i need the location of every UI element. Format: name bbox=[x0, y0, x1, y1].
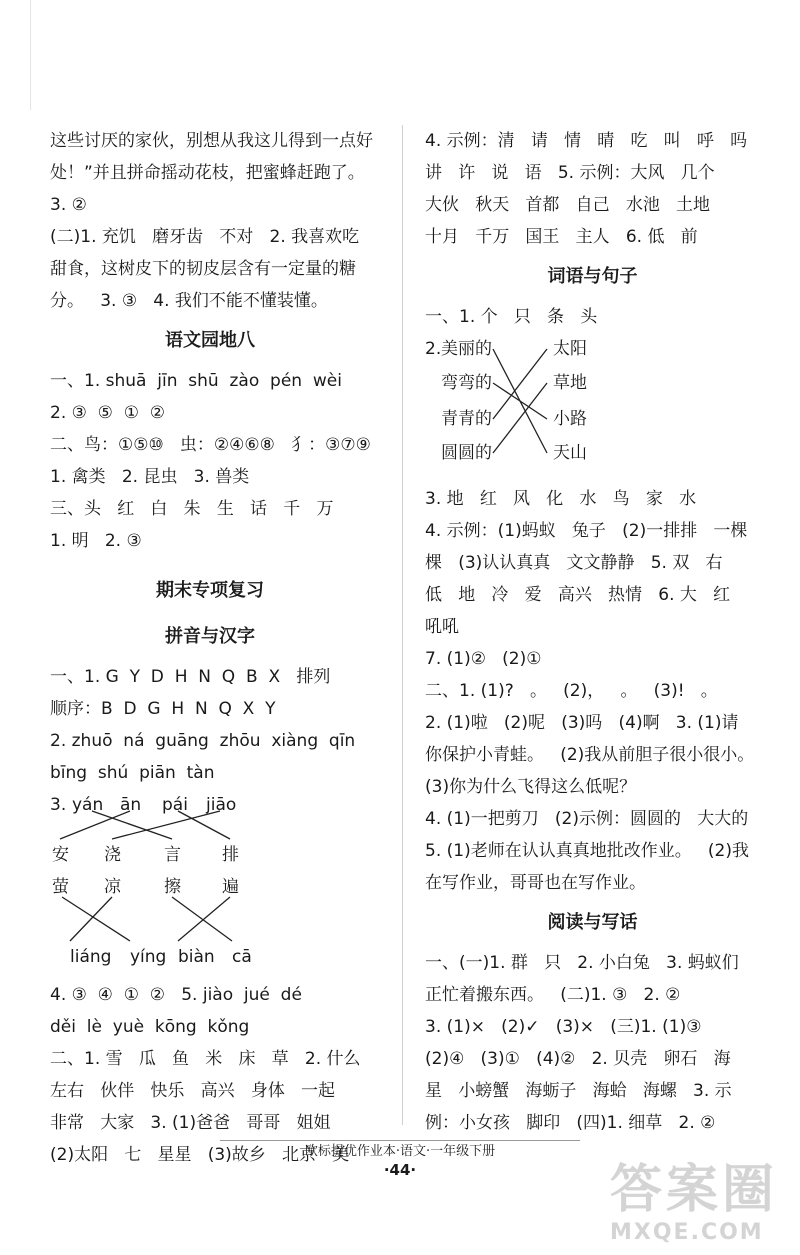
pinyin-block bbox=[50, 661, 370, 789]
section-heading-ciyu: 词语与句子 bbox=[547, 266, 638, 287]
question-number: 2. bbox=[425, 339, 442, 359]
hanzi-char: 遍 bbox=[222, 877, 239, 897]
pinyin-word: yán bbox=[72, 795, 104, 815]
match-word-right: 天山 bbox=[553, 443, 587, 463]
text-line: 一、(一)1. 群 只 2. 小白兔 3. 蚂蚁们 bbox=[425, 953, 739, 973]
hanzi-char: 安 bbox=[52, 845, 69, 865]
match-word-left: 圆圆的 bbox=[441, 443, 492, 463]
hanzi-char: 凉 bbox=[104, 877, 121, 897]
footer-rule bbox=[220, 1140, 580, 1141]
yuedu-block bbox=[425, 947, 760, 1139]
text-line: 4. 示例：清 请 情 晴 吃 叫 呼 吗 bbox=[425, 131, 748, 151]
section-heading-yuwen: 语文园地八 bbox=[165, 330, 255, 351]
text-line: 你保护小青蛙。 (2)我从前胆子很小很小。 bbox=[425, 745, 755, 765]
text-line: 星 小螃蟹 海蛎子 海蛤 海螺 3. 示 bbox=[425, 1081, 732, 1101]
text-line: 1. 明 2. ③ bbox=[50, 531, 142, 551]
page-footer bbox=[220, 1140, 580, 1179]
text-line: 2. zhuō ná guāng zhōu xiàng qīn bbox=[50, 731, 356, 751]
section-heading-qimo: 期末专项复习 bbox=[156, 580, 264, 601]
book-title: 欧标提优作业本·语文·一年级下册 bbox=[304, 1144, 496, 1159]
intro-block bbox=[425, 125, 760, 253]
text-line: 4. (1)一把剪刀 (2)示例：圆圆的 大大的 bbox=[425, 809, 749, 829]
hanzi-char: 排 bbox=[222, 845, 239, 865]
text-line: 非常 大家 3. (1)爸爸 哥哥 姐姐 bbox=[50, 1113, 331, 1133]
text-line: 二、1. (1)? 。 (2)， 。 (3)! 。 bbox=[425, 681, 718, 701]
text-line: 二、1. 雪 瓜 鱼 米 床 草 2. 什么 bbox=[50, 1049, 361, 1069]
hanzi-char: 浇 bbox=[104, 845, 121, 865]
pinyin-word: cā bbox=[232, 947, 252, 967]
right-column bbox=[425, 125, 760, 1139]
text-line: 3. 地 红 风 化 水 鸟 家 水 bbox=[425, 489, 697, 509]
intro-block bbox=[50, 125, 373, 317]
match-word-left: 青青的 bbox=[441, 409, 492, 429]
text-line: 二、鸟：①⑤⑩ 虫：②④⑥⑧ 犭：③⑦⑨ bbox=[50, 435, 371, 455]
match-word-right: 草地 bbox=[553, 373, 587, 393]
match-word-left: 弯弯的 bbox=[441, 373, 492, 393]
hanzi-char: 言 bbox=[164, 845, 181, 865]
text-line: 大伙 秋天 首都 自己 水池 土地 bbox=[425, 195, 711, 215]
text-line: děi lè yuè kōng kǒng bbox=[50, 1017, 250, 1037]
text-line: 3. ② bbox=[50, 195, 87, 215]
pinyin-word: ān bbox=[120, 795, 142, 815]
text-line: 这些讨厌的家伙，别想从我这儿得到一点好 bbox=[50, 131, 373, 151]
text-line: 一、1. G Y D H N Q B X 排列 bbox=[50, 667, 331, 687]
watermark-logo bbox=[610, 1160, 790, 1250]
text-line: 2. ③ ⑤ ① ② bbox=[50, 403, 166, 423]
text-line: (3)你为什么飞得这么低呢？ bbox=[425, 777, 637, 797]
pinyin-word: jiāo bbox=[206, 795, 237, 815]
text-line: 顺序：B D G H N Q X Y bbox=[50, 699, 276, 719]
text-line: 1. 禽类 2. 昆虫 3. 兽类 bbox=[50, 467, 250, 487]
text-line: 7. (1)② (2)① bbox=[425, 649, 542, 669]
watermark-text: 答案圈 bbox=[610, 1160, 779, 1220]
match-word-right: 太阳 bbox=[553, 339, 587, 359]
text-line: 棵 (3)认认真真 文文静静 5. 双 右 bbox=[425, 553, 723, 573]
text-line: 十月 千万 国王 主人 6. 低 前 bbox=[425, 227, 698, 247]
pinyin-word: liáng bbox=[70, 947, 112, 967]
text-line: 甜食，这树皮下的韧皮层含有一定量的糖 bbox=[50, 259, 356, 279]
column-divider bbox=[402, 125, 403, 1125]
text-line: 吼吼 bbox=[425, 617, 459, 637]
page-number: ·44· bbox=[383, 1161, 417, 1179]
text-line: 4. 示例：(1)蚂蚁 兔子 (2)一排排 一棵 bbox=[425, 521, 748, 541]
text-line: 讲 许 说 语 5. 示例：大风 几个 bbox=[425, 163, 715, 183]
text-line: 正忙着搬东西。 (二)1. ③ 2. ② bbox=[425, 985, 681, 1005]
section-heading-yuedu: 阅读与写话 bbox=[547, 912, 638, 933]
text-line: 3. (1)× (2)✓ (3)× (三)1. (1)③ bbox=[425, 1017, 702, 1037]
text-line: 低 地 冷 爱 高兴 热情 6. 大 红 bbox=[425, 585, 731, 605]
match-word-left: 美丽的 bbox=[441, 339, 492, 359]
pinyin-word: pái bbox=[162, 795, 188, 815]
yuwen-block bbox=[50, 365, 370, 557]
text-line: 5. (1)老师在认认真真地批改作业。 (2)我 bbox=[425, 841, 749, 861]
text-line: 2. (1)啦 (2)呢 (3)吗 (4)啊 3. (1)请 bbox=[425, 713, 739, 733]
watermark-url: MXQE.COM bbox=[610, 1220, 764, 1245]
text-line: 左右 伙伴 快乐 高兴 身体 一起 bbox=[50, 1081, 336, 1101]
top-rule bbox=[30, 0, 31, 110]
pinyin-word: biàn bbox=[178, 947, 215, 967]
text-line: 4. ③ ④ ① ② 5. jiào jué dé bbox=[50, 985, 302, 1005]
question-number: 3. bbox=[50, 795, 67, 815]
hanzi-char: 擦 bbox=[164, 877, 181, 897]
section-heading-pinyin: 拼音与汉字 bbox=[165, 626, 255, 647]
text-line: 处！”并且拼命摇动花枝，把蜜蜂赶跑了。 bbox=[50, 163, 365, 183]
text-line: 一、1. 个 只 条 头 bbox=[425, 307, 598, 327]
text-line: (2)④ (3)① (4)② 2. 贝壳 卵石 海 bbox=[425, 1049, 731, 1069]
pinyin-word: yíng bbox=[130, 947, 167, 967]
left-column bbox=[50, 125, 373, 1171]
text-line: 三、头 红 白 朱 生 话 千 万 bbox=[50, 499, 334, 519]
text-line: 分。 3. ③ 4. 我们不能不懂装懂。 bbox=[50, 291, 328, 311]
match-word-right: 小路 bbox=[553, 409, 587, 429]
text-line: (二)1. 充饥 磨牙齿 不对 2. 我喜欢吃 bbox=[50, 227, 360, 247]
hanzi-char: 萤 bbox=[52, 877, 69, 897]
text-line: 在写作业，哥哥也在写作业。 bbox=[425, 873, 646, 893]
text-line: 一、1. shuā jīn shū zào pén wèi bbox=[50, 371, 342, 391]
text-line: (2)太阳 七 星星 (3)故乡 北京 美 bbox=[50, 1145, 350, 1165]
text-line: bīng shú piān tàn bbox=[50, 763, 215, 783]
word-match-diagram bbox=[425, 333, 760, 483]
text-line: 例：小女孩 脚印 (四)1. 细草 2. ② bbox=[425, 1113, 716, 1133]
pinyin-match-diagram bbox=[50, 789, 370, 979]
ciyu-block bbox=[425, 483, 760, 899]
